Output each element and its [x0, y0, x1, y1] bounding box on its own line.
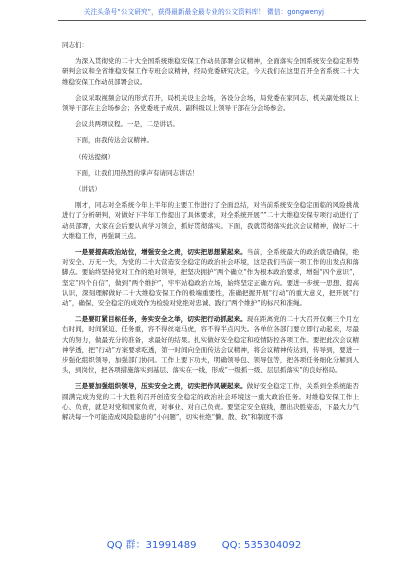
transition-line: 下面，由我传达会议精神。	[75, 136, 153, 145]
point-one-paragraph	[62, 247, 359, 308]
transition-line: 下面，让我们用热烈的掌声有请同志讲话！	[75, 168, 199, 177]
header-banner: 关注头条号“公文研究”，获得最新最全最专业的公文资料库！ 微信：gongwenyj	[83, 8, 325, 16]
qq-number: QQ: 535304092	[221, 540, 302, 551]
speech-opening-paragraph: 刚才，同志对全系统今年上半年的主要工作进行了全面总结，对当前系统安全稳定面临的风险挑战进行了分析研判，对做好下半年工作提出了具体要求，对全系统开展“”二十大维稳安保专项行动进行了动员部署，大家在会后要认真学习领会，抓好贯彻落实。下面，我就贯彻落实此次会议精神，做好二十大维稳工作，再强调三点。	[62, 201, 359, 240]
point-one-body: 当前，全系统最大的政治就是确保，绝对安全、万无一失，为党的二十大营造安全稳定的政治社会环境，这是我们当前一项工作的出发点和落脚点。要始终坚持党对工作的绝对领导，把坚决拥护“两个确立”作为根本政治要求，增强“四个意识”，坚定“四个自信”，做到“两个维护”，牢牢站稳政治立场，始终坚定正确方向。要进一步统一思想、提高认识，深刻理解做好二十大维稳安保工作的极端重要性，准确把握开展“行动”的重大意义，把开展“行动”，确保、安全稳定的成效作为检验对党绝对忠诚、践行“两个维护”的标尺和准绳。	[62, 248, 360, 308]
format-paragraph: 会议采取视频会议的形式召开，局机关设主会场，各设分会场，局党委在家同志，机关副处级以上领导干部在主会场参会；各党委班子成员、副科级以上领导干部在分会场参会。	[62, 93, 359, 113]
point-two-body: 现在距离党的二十大召开仅剩三个月左右时间，时间紧迫、任务重，容不得丝毫马虎，容不得半点闪失。各单位各部门要立即行动起来，尽最大的努力，做最充分的准备，求最好的结果。扎实做好安全稳定和疫情防控各项工作。要把此次会议精神学透，把“行动”方案要求吃透，第一时间向全面传达会议精神，将会议精神传达到，传导到，要进一步强化组织领导，加强部门协同。工作上要下功夫，明确领导包、领导包等，把各项任务细化分解到人头，到岗位，把各项措施落实到基层、落实在一线，形成“一级抓一级、层层抓落实”的良好格局。	[62, 315, 360, 375]
point-three-heading: 三是要加强组织领导，压实安全之责，切实把作风硬起来。	[75, 382, 247, 391]
point-one-heading: 一是要提高政治站位，增强安全之责，切实把思想紧起来。	[75, 248, 247, 257]
qq-group-number: QQ 群：31991489	[106, 540, 197, 551]
point-two-heading: 二是要盯紧目标任务，务实安全之举，切实把行动抓起来。	[75, 315, 247, 324]
footer-contacts	[0, 536, 408, 551]
point-three-body: 做好安全稳定工作，关系到全系统能否圆满完成为党的二十大胜利召开创造安全稳定的政治社会环境这一重大政治任务。对维稳安保工作上心、负责，就是对党和国家负责，对事业、对自己负责。要坚定安全底线，摆出决胜姿态，下最大力气解决每一个可能造成风险隐患的“小问题”，切实杜绝“懒、散、软”和制度不落	[62, 382, 360, 422]
speech-note: （讲话）	[75, 185, 101, 194]
point-two-paragraph	[62, 314, 359, 375]
header-divider	[58, 20, 366, 21]
salutation: 同志们：	[62, 41, 88, 49]
agenda-paragraph: 会议共两项议程。一是，二是讲话。	[75, 120, 179, 129]
intro-paragraph: 为深入贯彻党的二十大全国系统维稳安保工作动员部署会议精神，全面落实全国系统安全稳定形势研判会议和全省维稳安保工作专班会议精神，经局党委研究决定，今天我们在这里召开全省系统二十大维稳安保工作动员部署会议。	[62, 57, 359, 86]
document-body	[62, 40, 359, 424]
transmit-note: （传达提纲）	[75, 152, 114, 161]
point-three-paragraph	[62, 381, 359, 422]
